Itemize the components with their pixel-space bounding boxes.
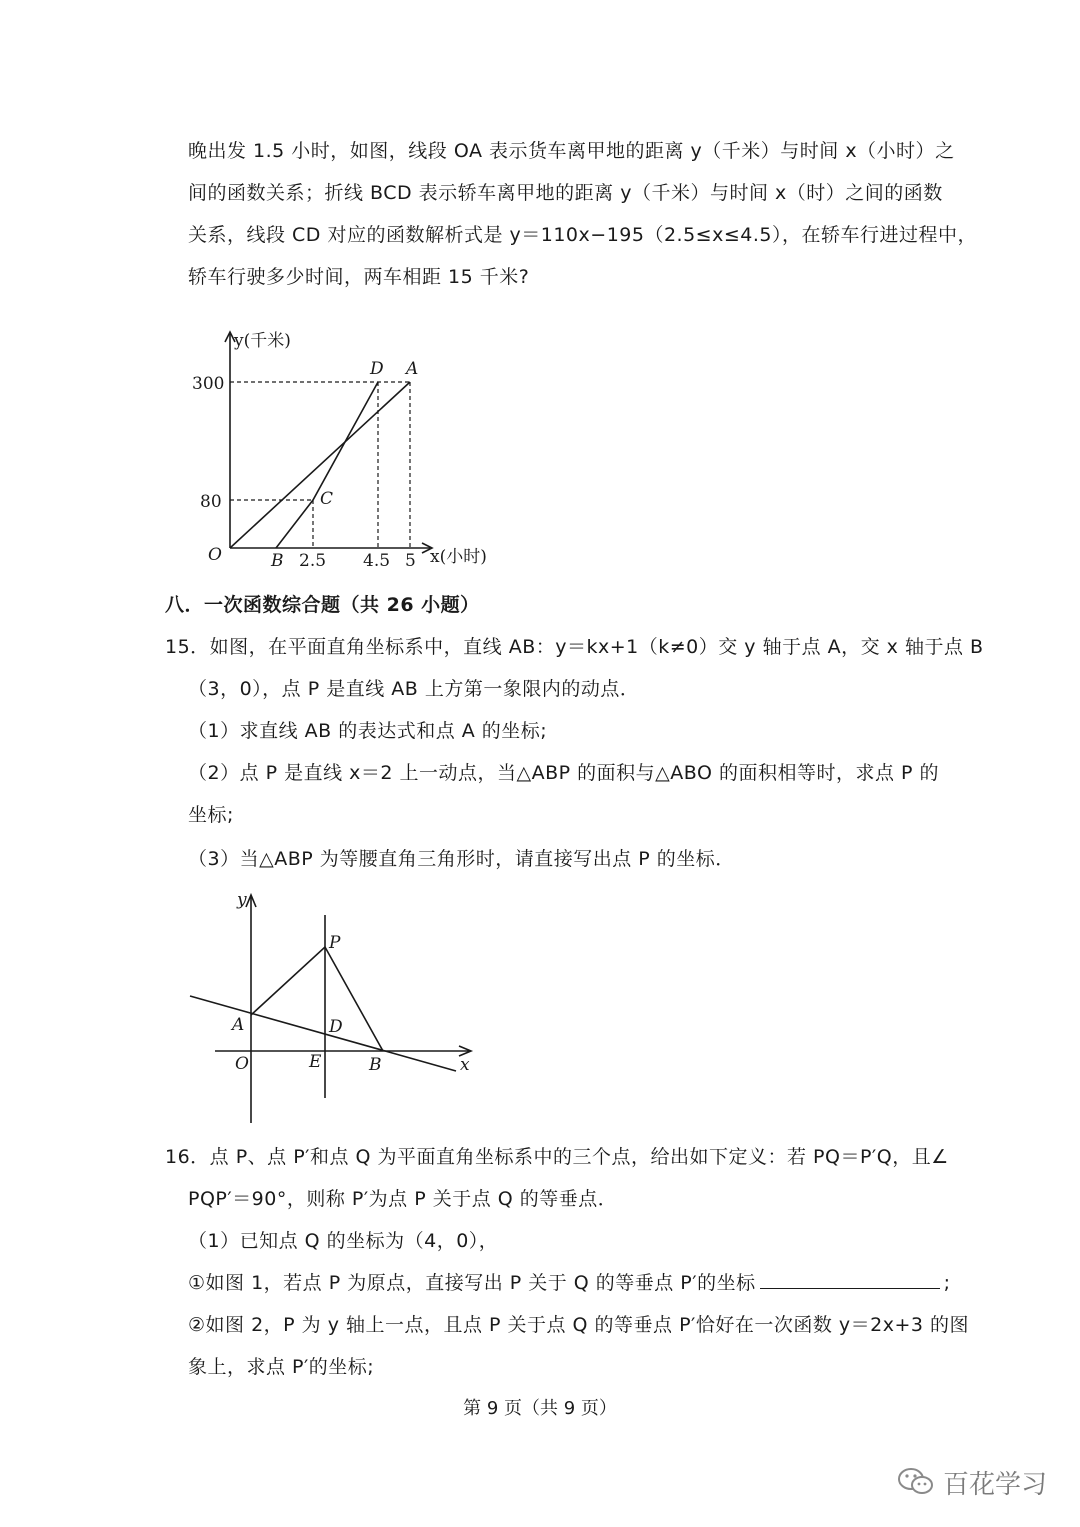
q15-part2: （2）点 P 是直线 x＝2 上一动点，当△ABP 的面积与△ABO 的面积相等时，求点 P 的 [188, 762, 940, 784]
graph2-y-label: y [237, 890, 247, 910]
wechat-icon [897, 1466, 935, 1498]
graph2-x-label: x [460, 1055, 470, 1075]
q16-item2-cont: 象上，求点 P′的坐标; [188, 1356, 375, 1378]
tick-4-5: 4.5 [363, 551, 391, 571]
label-D2: D [329, 1017, 343, 1037]
label-O2: O [235, 1054, 249, 1074]
label-D: D [370, 359, 384, 379]
label-O: O [208, 545, 222, 565]
tick-5: 5 [405, 551, 416, 571]
q15-line-1: 15．如图，在平面直角坐标系中，直线 AB：y＝kx+1（k≠0）交 y 轴于点 A，交 x 轴于点 B [165, 636, 984, 658]
label-A: A [406, 359, 419, 379]
q16-line-2: PQP′＝90°，则称 P′为点 P 关于点 Q 的等垂点． [188, 1188, 618, 1210]
label-P: P [329, 933, 341, 953]
graph1-y-label: y(千米) [234, 331, 291, 351]
q16-item1-end: ; [943, 1272, 951, 1294]
section-heading: 八．一次函数综合题（共 26 小题） [165, 594, 480, 616]
q15-part3: （3）当△ABP 为等腰直角三角形时，请直接写出点 P 的坐标． [188, 848, 735, 870]
q15-part1: （1）求直线 AB 的表达式和点 A 的坐标; [188, 720, 548, 742]
label-A2: A [232, 1015, 245, 1035]
tick-2-5: 2.5 [299, 551, 327, 571]
q16-line-1: 16．点 P、点 P′和点 Q 为平面直角坐标系中的三个点，给出如下定义：若 PQ＝P′Q，且∠ [165, 1146, 949, 1168]
page-footer: 第 9 页（共 9 页） [463, 1398, 617, 1419]
line-AB [190, 996, 456, 1071]
tick-80: 80 [200, 492, 222, 512]
q16-item2: ②如图 2，P 为 y 轴上一点，且点 P 关于点 Q 的等垂点 P′恰好在一次函数 y＝2x+3 的图 [188, 1314, 970, 1336]
intro-line-1: 晚出发 1.5 小时，如图，线段 OA 表示货车离甲地的距离 y（千米）与时间 x（小时）之 [188, 140, 955, 162]
q15-line-2: （3，0），点 P 是直线 AB 上方第一象限内的动点． [188, 678, 640, 700]
q16-part1: （1）已知点 Q 的坐标为（4，0）， [188, 1230, 499, 1252]
graph1-x-label: x(小时) [430, 547, 487, 567]
label-B2: B [369, 1055, 382, 1075]
intro-line-4: 轿车行驶多少时间，两车相距 15 千米? [188, 266, 530, 288]
polyline-BCD [276, 382, 378, 548]
tick-300: 300 [192, 374, 225, 394]
watermark-text: 百花学习 [943, 1469, 1048, 1500]
q15-part2-cont: 坐标; [188, 804, 234, 826]
watermark [897, 1462, 1047, 1502]
intro-line-2: 间的函数关系；折线 BCD 表示轿车离甲地的距离 y（千米）与时间 x（时）之间的函数 [188, 182, 943, 204]
label-E: E [309, 1052, 322, 1072]
label-C: C [320, 489, 334, 509]
coordinate-graph [185, 885, 485, 1134]
segment-OA [230, 382, 410, 548]
label-B: B [271, 551, 284, 571]
triangle-APB [251, 947, 383, 1051]
q16-item1 [188, 1270, 951, 1296]
q16-item1-text: ①如图 1，若点 P 为原点，直接写出 P 关于 Q 的等垂点 P′的坐标 [188, 1272, 756, 1294]
intro-line-3: 关系，线段 CD 对应的函数解析式是 y＝110x−195（2.5≤x≤4.5），在轿车行进过程中， [188, 224, 977, 246]
answer-blank [760, 1270, 940, 1289]
distance-time-graph [180, 320, 500, 579]
